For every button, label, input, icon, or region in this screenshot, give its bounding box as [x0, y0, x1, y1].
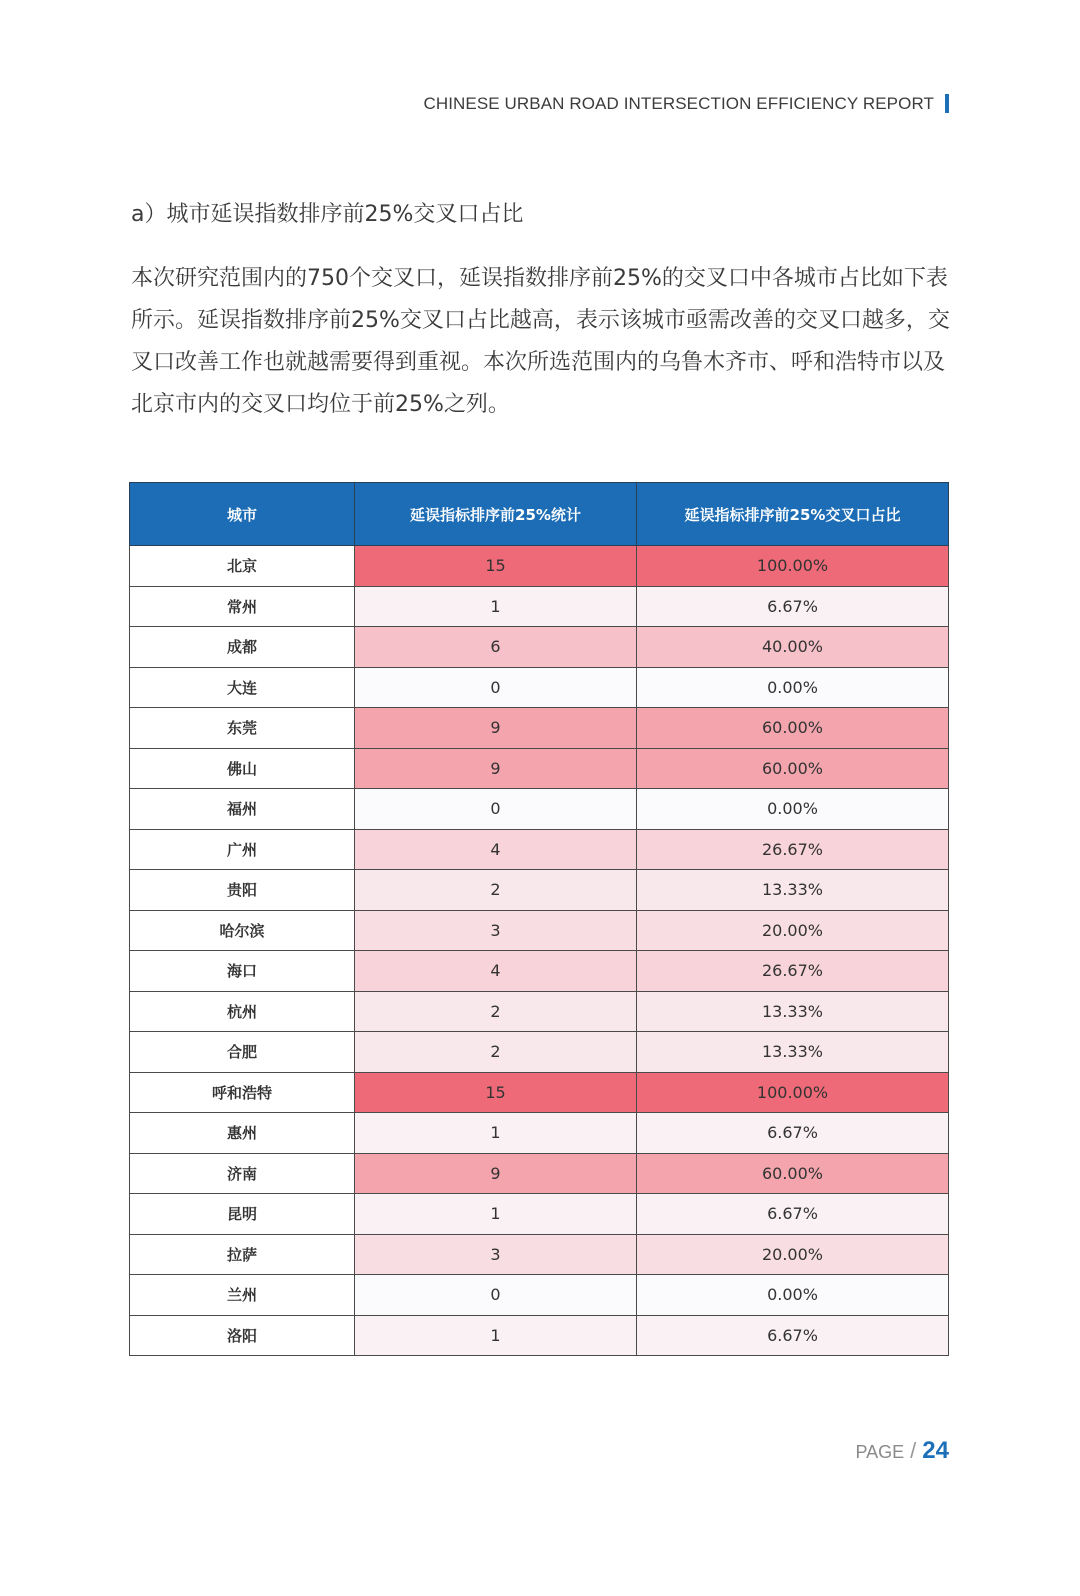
city-cell: 福州: [130, 789, 355, 830]
table-row: [130, 667, 949, 708]
count-cell: 0: [355, 789, 637, 830]
share-cell: 100.00%: [637, 546, 949, 587]
city-cell: 东莞: [130, 708, 355, 749]
count-cell: 4: [355, 951, 637, 992]
count-cell: 2: [355, 870, 637, 911]
table-row: [130, 829, 949, 870]
share-cell: 6.67%: [637, 1194, 949, 1235]
city-cell: 贵阳: [130, 870, 355, 911]
share-cell: 6.67%: [637, 1315, 949, 1356]
page-separator: /: [910, 1438, 917, 1463]
table-row: [130, 951, 949, 992]
count-cell: 15: [355, 546, 637, 587]
city-cell: 佛山: [130, 748, 355, 789]
table-row: [130, 586, 949, 627]
table-row: [130, 1234, 949, 1275]
table-row: [130, 546, 949, 587]
column-header-share: 延误指标排序前25%交叉口占比: [637, 483, 949, 546]
share-cell: 0.00%: [637, 667, 949, 708]
count-cell: 2: [355, 991, 637, 1032]
share-cell: 13.33%: [637, 1032, 949, 1073]
share-cell: 6.67%: [637, 586, 949, 627]
city-cell: 济南: [130, 1153, 355, 1194]
table-row: [130, 1194, 949, 1235]
city-cell: 合肥: [130, 1032, 355, 1073]
count-cell: 2: [355, 1032, 637, 1073]
count-cell: 1: [355, 1194, 637, 1235]
share-cell: 40.00%: [637, 627, 949, 668]
table-row: [130, 748, 949, 789]
table-row: [130, 1315, 949, 1356]
header-accent-bar: [945, 94, 949, 113]
section-heading: a）城市延误指数排序前25%交叉口占比: [131, 202, 524, 227]
table-row: [130, 1032, 949, 1073]
share-cell: 0.00%: [637, 789, 949, 830]
city-cell: 哈尔滨: [130, 910, 355, 951]
share-cell: 20.00%: [637, 1234, 949, 1275]
share-cell: 100.00%: [637, 1072, 949, 1113]
count-cell: 9: [355, 708, 637, 749]
share-cell: 13.33%: [637, 991, 949, 1032]
report-running-title: CHINESE URBAN ROAD INTERSECTION EFFICIENCY REPORT: [423, 94, 934, 113]
table-row: [130, 991, 949, 1032]
city-cell: 杭州: [130, 991, 355, 1032]
share-cell: 6.67%: [637, 1113, 949, 1154]
intersection-delay-table: [129, 482, 949, 1356]
city-cell: 海口: [130, 951, 355, 992]
column-header-count: 延误指标排序前25%统计: [355, 483, 637, 546]
count-cell: 1: [355, 1315, 637, 1356]
page-number: [855, 1437, 949, 1465]
count-cell: 1: [355, 1113, 637, 1154]
share-cell: 0.00%: [637, 1275, 949, 1316]
table-row: [130, 1153, 949, 1194]
count-cell: 3: [355, 1234, 637, 1275]
count-cell: 4: [355, 829, 637, 870]
table-header-row: [130, 483, 949, 546]
count-cell: 9: [355, 748, 637, 789]
share-cell: 60.00%: [637, 1153, 949, 1194]
share-cell: 60.00%: [637, 748, 949, 789]
share-cell: 26.67%: [637, 951, 949, 992]
share-cell: 13.33%: [637, 870, 949, 911]
count-cell: 3: [355, 910, 637, 951]
table-row: [130, 1072, 949, 1113]
table-row: [130, 1275, 949, 1316]
intro-paragraph: 本次研究范围内的750个交叉口，延误指数排序前25%的交叉口中各城市占比如下表所示。延误指数排序前25%交叉口占比越高，表示该城市亟需改善的交叉口越多，交叉口改善工作也就越需要得到重视。本次所选范围内的乌鲁木齐市、呼和浩特市以及北京市内的交叉口均位于前25%之列。: [131, 266, 950, 417]
count-cell: 0: [355, 667, 637, 708]
count-cell: 0: [355, 1275, 637, 1316]
count-cell: 9: [355, 1153, 637, 1194]
city-cell: 常州: [130, 586, 355, 627]
table-row: [130, 708, 949, 749]
count-cell: 15: [355, 1072, 637, 1113]
city-cell: 呼和浩特: [130, 1072, 355, 1113]
city-cell: 成都: [130, 627, 355, 668]
share-cell: 60.00%: [637, 708, 949, 749]
city-cell: 惠州: [130, 1113, 355, 1154]
table-row: [130, 1113, 949, 1154]
city-cell: 大连: [130, 667, 355, 708]
count-cell: 1: [355, 586, 637, 627]
count-cell: 6: [355, 627, 637, 668]
city-cell: 拉萨: [130, 1234, 355, 1275]
city-cell: 兰州: [130, 1275, 355, 1316]
column-header-city: 城市: [130, 483, 355, 546]
page-number-value: 24: [922, 1437, 949, 1464]
table-row: [130, 910, 949, 951]
city-cell: 广州: [130, 829, 355, 870]
share-cell: 26.67%: [637, 829, 949, 870]
page-label: PAGE: [855, 1442, 905, 1462]
city-cell: 昆明: [130, 1194, 355, 1235]
city-cell: 北京: [130, 546, 355, 587]
table-row: [130, 789, 949, 830]
table-row: [130, 627, 949, 668]
share-cell: 20.00%: [637, 910, 949, 951]
table-row: [130, 870, 949, 911]
city-cell: 洛阳: [130, 1315, 355, 1356]
